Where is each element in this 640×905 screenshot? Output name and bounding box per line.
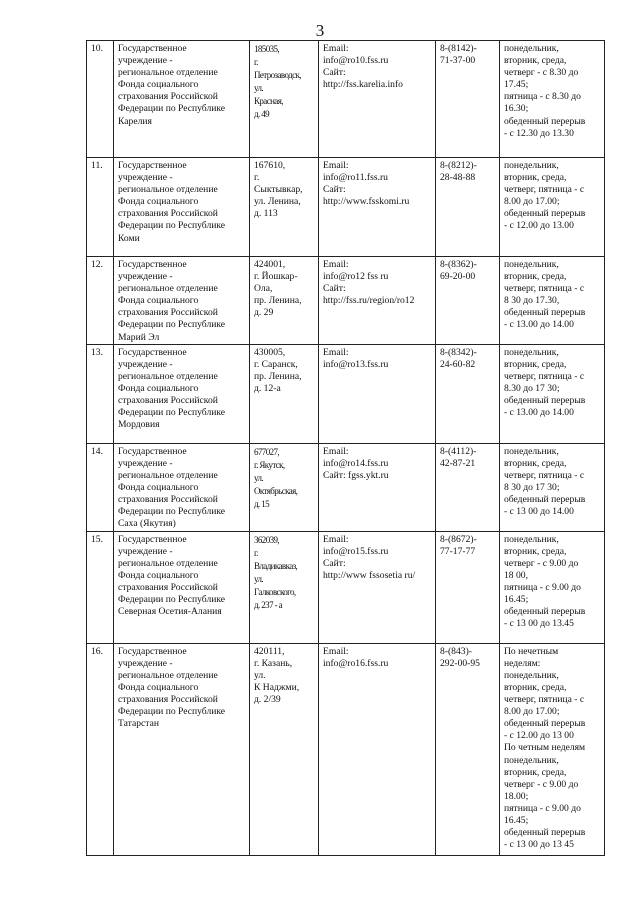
table-row: [87, 41, 605, 158]
table-row: [87, 257, 605, 345]
row-number: 12.: [87, 257, 114, 345]
organization-name: Государственное учреждение - региональное отделение Фонда социального страхования Российской Федерации по Республике Карелия: [114, 41, 250, 158]
phone-number: 8-(8342)- 24-60-82: [436, 344, 500, 443]
table-row: [87, 643, 605, 855]
working-hours: понедельник, вторник, среда, четверг, пятница - с 8 30 до 17 30; обеденный перерыв - с 13 00 до 14.00: [500, 443, 605, 531]
postal-address: 430005, г. Саранск, пр. Ленина, д. 12-а: [250, 344, 319, 443]
contact-email-site: Email: info@ro11.fss.ru Сайт: http://www.fsskomi.ru: [319, 158, 436, 257]
organization-name: Государственное учреждение - региональное отделение Фонда социального страхования Российской Федерации по Республике Марий Эл: [114, 257, 250, 345]
contact-email-site: Email: info@ro10.fss.ru Сайт: http://fss.karelia.info: [319, 41, 436, 158]
phone-number: 8-(8672)- 77-17-77: [436, 531, 500, 643]
postal-address: 420111, г. Казань, ул. К Наджми, д. 2/39: [250, 643, 319, 855]
contact-email-site: Email: info@ro12 fss ru Сайт: http://fss.ru/region/ro12: [319, 257, 436, 345]
row-number: 11.: [87, 158, 114, 257]
table-row: [87, 443, 605, 531]
table-row: [87, 158, 605, 257]
contact-email-site: Email: info@ro15.fss.ru Сайт: http://www fssosetia ru/: [319, 531, 436, 643]
regional-offices-table: [86, 40, 605, 856]
phone-number: 8-(8362)- 69-20-00: [436, 257, 500, 345]
organization-name: Государственное учреждение - региональное отделение Фонда социального страхования Российской Федерации по Республике Татарстан: [114, 643, 250, 855]
working-hours: понедельник, вторник, среда, четверг - с 8.30 до 17.45; пятница - с 8.30 до 16.30; обеденный перерыв - с 12.30 до 13.30: [500, 41, 605, 158]
page-number: 3: [315, 21, 325, 40]
organization-name: Государственное учреждение - региональное отделение Фонда социального страхования Российской Федерации по Республике Северная Осетия-Алания: [114, 531, 250, 643]
phone-number: 8-(843)- 292-00-95: [436, 643, 500, 855]
postal-address: 185035, г. Петрозаводск, ул. Красная, д. 49: [250, 41, 319, 158]
contact-email-site: Email: info@ro16.fss.ru: [319, 643, 436, 855]
phone-number: 8-(8142)- 71-37-00: [436, 41, 500, 158]
row-number: 14.: [87, 443, 114, 531]
contact-email-site: Email: info@ro13.fss.ru: [319, 344, 436, 443]
row-number: 16.: [87, 643, 114, 855]
postal-address: 167610, г. Сыктывкар, ул. Ленина, д. 113: [250, 158, 319, 257]
table-row: [87, 344, 605, 443]
working-hours: понедельник, вторник, среда, четверг, пятница - с 8.30 до 17 30; обеденный перерыв - с 13.00 до 14.00: [500, 344, 605, 443]
phone-number: 8-(4112)- 42-87-21: [436, 443, 500, 531]
working-hours: понедельник, вторник, среда, четверг, пятница - с 8.00 до 17.00; обеденный перерыв - с 12.00 до 13.00: [500, 158, 605, 257]
phone-number: 8-(8212)- 28-48-88: [436, 158, 500, 257]
table-row: [87, 531, 605, 643]
row-number: 10.: [87, 41, 114, 158]
organization-name: Государственное учреждение - региональное отделение Фонда социального страхования Российской Федерации по Республике Мордовия: [114, 344, 250, 443]
postal-address: 677027, г. Якутск, ул. Октябрьская, д. 15: [250, 443, 319, 531]
working-hours: понедельник, вторник, среда, четверг, пятница - с 8 30 до 17.30, обеденный перерыв - с 13.00 до 14.00: [500, 257, 605, 345]
postal-address: 362039, г. Владикавказ, ул. Галковского, д. 237 - а: [250, 531, 319, 643]
organization-name: Государственное учреждение - региональное отделение Фонда социального страхования Российской Федерации по Республике Коми: [114, 158, 250, 257]
postal-address: 424001, г. Йошкар- Ола, пр. Ленина, д. 29: [250, 257, 319, 345]
organization-name: Государственное учреждение - региональное отделение Фонда социального страхования Российской Федерации по Республике Саха (Якутия): [114, 443, 250, 531]
contact-email-site: Email: info@ro14.fss.ru Сайт: fgss.ykt.ru: [319, 443, 436, 531]
working-hours: По нечетным неделям: понедельник, вторник, среда, четверг, пятница - с 8.00 до 17.00; обеденный перерыв - с 12.00 до 13 00 По четным неделям понедельник, вторник, среда, четверг - с 9.00 до 18.00; пятница - с 9.00 до 16.45; обеденный перерыв - с 13 00 до 13 45: [500, 643, 605, 855]
row-number: 15.: [87, 531, 114, 643]
row-number: 13.: [87, 344, 114, 443]
working-hours: понедельник, вторник, среда, четверг - с 9.00 до 18 00, пятница - с 9.00 до 16.45; обеденный перерыв - с 13 00 до 13.45: [500, 531, 605, 643]
